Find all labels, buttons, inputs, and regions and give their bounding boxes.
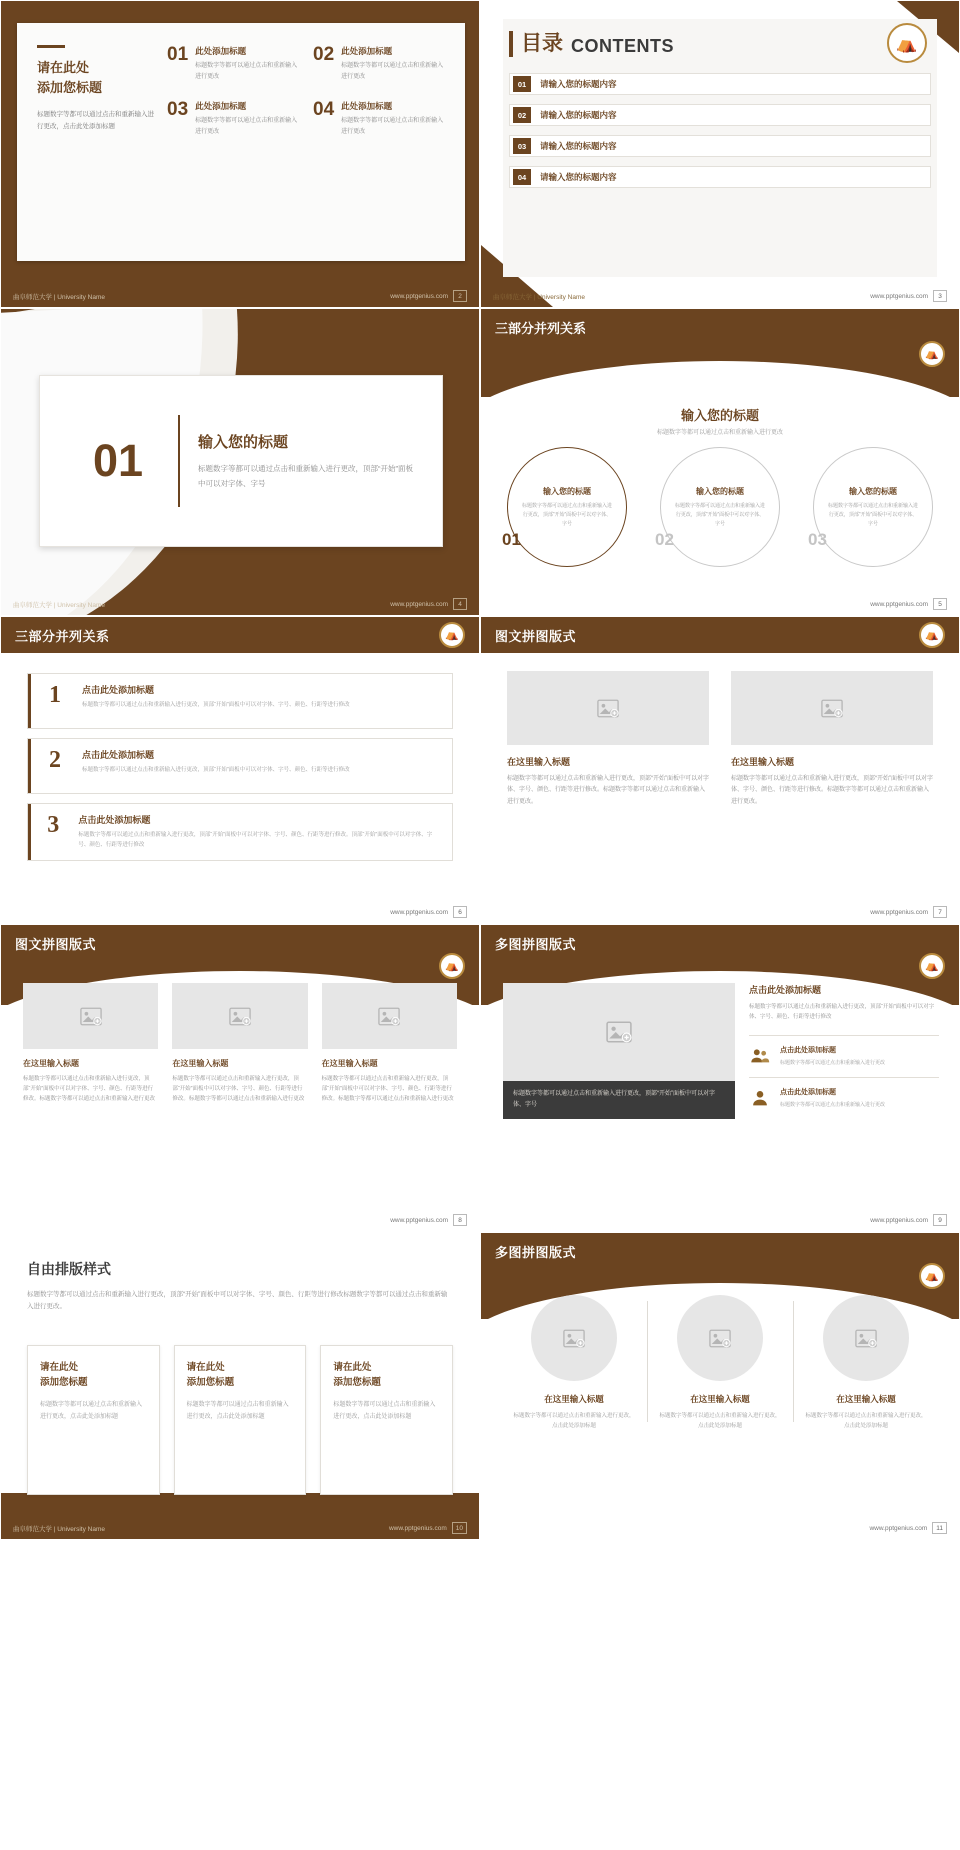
list-item[interactable] [313, 45, 445, 82]
slide-2-heading [37, 58, 157, 97]
column-title: 在这里输入标题 [507, 757, 571, 767]
column [23, 983, 158, 1105]
slide-8[interactable] [0, 924, 480, 1232]
item-title: 此处添加标题 [341, 101, 393, 111]
footer-site: www.pptgenius.com [390, 1216, 448, 1224]
circle-title: 输入您的标题 [696, 486, 744, 496]
slide-footer [481, 1517, 959, 1539]
footer-site: www.pptgenius.com [390, 292, 448, 300]
image-icon [821, 699, 843, 718]
card-title [333, 1360, 440, 1390]
slide-title: 多图拼图版式 [495, 937, 577, 952]
image-icon [80, 1007, 102, 1026]
card-title-line-1: 请在此处 [40, 1362, 79, 1373]
university-seal [919, 1263, 945, 1289]
item-title: 点击此处添加标题 [78, 815, 151, 825]
image-placeholder[interactable] [731, 671, 933, 745]
page-number: 4 [453, 598, 467, 610]
circle-title: 输入您的标题 [543, 486, 591, 496]
footer-site: www.pptgenius.com [870, 292, 928, 300]
item-desc: 标题数字等都可以通过点击和重新输入进行更改 [195, 118, 298, 135]
circle-index: 01 [502, 530, 521, 549]
circle-index: 02 [655, 530, 674, 549]
circle-desc: 标题数字等都可以通过点击和重新输入进行更改，顶部“开始”面板中可以对字体、字号 [675, 502, 766, 527]
item-title: 此处添加标题 [195, 101, 247, 111]
footer-site: www.pptgenius.com [870, 908, 928, 916]
footer-site: www.pptgenius.com [388, 1524, 447, 1532]
column-title: 在这里输入标题 [321, 1059, 378, 1068]
image-placeholder[interactable] [23, 983, 158, 1049]
slide-footer [1, 285, 479, 307]
page-number: 6 [453, 906, 467, 918]
page-number: 3 [933, 290, 947, 302]
slide-5[interactable] [480, 308, 960, 616]
item-desc: 标题数字等都可以通过点击和重新输入进行更改，顶部“开始”面板中可以对字体、字号、颜色、行距等进行修改。顶部“开始”面板中可以对字体、字号、颜色、行距等进行修改 [78, 832, 433, 848]
seal-icon: ⛺ [919, 622, 945, 648]
circle-item[interactable] [808, 447, 933, 567]
item-number: 01 [167, 44, 189, 65]
university-seal [919, 953, 945, 979]
page-number: 2 [453, 290, 467, 302]
footer-university: 曲阜师范大学 | University Name [493, 293, 585, 301]
footer-university: 曲阜师范大学 | University Name [13, 1525, 105, 1533]
slide-2-card [17, 23, 465, 261]
seal-icon: ⛺ [919, 1263, 945, 1289]
column-desc: 标题数字等都可以通过点击和重新输入进行更改，顶部“开始”面板中可以对字体、字号、颜色、行距等进行修改。标题数字等都可以通过点击和重新输入进行更改 [23, 1076, 156, 1103]
slide-footer [1, 593, 479, 615]
item-number: 03 [513, 138, 531, 154]
university-seal [439, 953, 465, 979]
item-title: 点击此处添加标题 [780, 1088, 836, 1096]
section-heading: 输入您的标题 [680, 408, 759, 423]
footer-site: www.pptgenius.com [869, 1524, 928, 1532]
list-item[interactable] [313, 100, 445, 137]
university-seal [919, 341, 945, 367]
column-title: 在这里输入标题 [23, 1059, 79, 1068]
side-content [749, 983, 939, 1119]
seal-icon: ⛺ [439, 622, 465, 648]
page-number: 8 [453, 1214, 467, 1226]
image-text-columns [507, 671, 933, 808]
column [501, 1295, 647, 1432]
column-desc: 标题数字等都可以通过点击和重新输入进行更改，顶部“开始”面板中可以对字体、字号、颜色、行距等进行修改。标题数字等都可以通过点击和重新输入进行更改 [172, 1076, 305, 1103]
circle-desc: 标题数字等都可以通过点击和重新输入进行更改，顶部“开始”面板中可以对字体、字号 [828, 502, 919, 527]
image-icon [597, 699, 619, 718]
section-subheading: 标题数字等都可以通过点击和重新输入进行更改 [656, 430, 783, 436]
seal-icon: ⛺ [439, 953, 465, 979]
card-title-line-2: 添加您标题 [40, 1377, 88, 1389]
slide-title: 图文拼图版式 [495, 629, 577, 644]
footer-site: www.pptgenius.com [870, 1216, 928, 1224]
slide-footer [481, 593, 959, 615]
column-desc: 标题数字等都可以通过点击和重新输入进行更改，顶部“开始”面板中可以对字体、字号、颜色、行距等进行修改。标题数字等都可以通过点击和重新输入进行更改。 [731, 776, 933, 805]
slide-7[interactable] [480, 616, 960, 924]
card-group [27, 1345, 453, 1495]
card-title-line-2: 添加您标题 [186, 1377, 235, 1389]
item-label: 请输入您的标题内容 [540, 79, 617, 89]
slide-title: 三部分并列关系 [495, 321, 587, 336]
column [793, 1295, 939, 1432]
footer-site: www.pptgenius.com [390, 908, 448, 916]
slide-footer [1, 901, 479, 923]
title-en: CONTENTS [571, 36, 674, 56]
image-caption: 标题数字等都可以通过点击和重新输入进行更改，顶部“开始”面板中可以对字体、字号 [503, 1081, 735, 1119]
section-card [39, 375, 443, 547]
footer-site: www.pptgenius.com [870, 600, 928, 608]
slide-3[interactable] [480, 0, 960, 308]
item-title: 点击此处添加标题 [82, 750, 155, 760]
page-number: 11 [932, 1522, 947, 1534]
slide-3-title [509, 27, 674, 57]
image-icon [378, 1007, 400, 1026]
seal-icon: ⛺ [919, 953, 945, 979]
item-title: 点击此处添加标题 [82, 685, 155, 695]
contents-list [509, 73, 931, 197]
item-title: 点击此处添加标题 [780, 1046, 836, 1054]
users-icon [749, 1045, 771, 1067]
image-placeholder[interactable] [531, 1295, 617, 1381]
image-icon [229, 1007, 251, 1026]
slide-footer [481, 285, 959, 307]
column [172, 983, 307, 1105]
university-seal [887, 23, 927, 63]
item-label: 请输入您的标题内容 [540, 141, 617, 151]
slide-title: 多图拼图版式 [495, 1245, 577, 1260]
item-number: 3 [47, 812, 60, 838]
list-item[interactable] [27, 803, 453, 861]
image-icon [563, 1329, 585, 1348]
column-desc: 标题数字等都可以通过点击和重新输入进行更改，点击此处添加标题 [805, 1413, 927, 1430]
image-placeholder[interactable] [677, 1295, 763, 1381]
seal-icon: ⛺ [887, 23, 927, 63]
slide-footer [1, 1517, 479, 1539]
item-number: 04 [313, 99, 335, 120]
page-number: 9 [933, 1214, 947, 1226]
footer-university: 曲阜师范大学 | University Name [13, 601, 105, 609]
page-number: 5 [933, 598, 947, 610]
item-desc: 标题数字等都可以通过点击和重新输入进行更改 [780, 1101, 886, 1108]
slide-6[interactable] [0, 616, 480, 924]
list-item[interactable] [509, 135, 931, 157]
item-title: 此处添加标题 [195, 46, 247, 56]
heading-line-1: 请在此处 [37, 60, 90, 75]
item-label: 请输入您的标题内容 [540, 172, 617, 182]
card[interactable] [320, 1345, 453, 1495]
list-item[interactable] [749, 1077, 939, 1110]
column-title: 在这里输入标题 [690, 1394, 750, 1404]
circle-item[interactable] [655, 447, 780, 567]
item-number: 04 [513, 169, 531, 185]
title-tick [509, 31, 513, 57]
numbered-rows [27, 673, 453, 870]
column [507, 671, 709, 808]
slide-2[interactable] [0, 0, 480, 308]
item-number: 02 [513, 107, 531, 123]
column-desc: 标题数字等都可以通过点击和重新输入进行更改，点击此处添加标题 [659, 1413, 781, 1430]
main-image-block [503, 983, 735, 1119]
section-desc: 标题数字等都可以通过点击和重新输入进行更改，顶部“开始”面板中可以对字体、字号 [198, 464, 413, 488]
title-cn: 目录 [521, 32, 563, 55]
list-item[interactable] [167, 45, 299, 82]
slide-2-items [167, 45, 445, 137]
list-item[interactable] [27, 738, 453, 794]
slide-11[interactable] [480, 1232, 960, 1540]
circle-columns [501, 1295, 939, 1432]
image-placeholder[interactable] [823, 1295, 909, 1381]
card-title-line-2: 添加您标题 [333, 1377, 381, 1389]
list-item[interactable] [509, 73, 931, 95]
slide-footer [481, 901, 959, 923]
seal-icon: ⛺ [919, 341, 945, 367]
image-placeholder[interactable] [322, 983, 457, 1049]
image-text-columns [23, 983, 457, 1105]
card[interactable] [27, 1345, 160, 1495]
item-desc: 标题数字等都可以通过点击和重新输入进行更改，顶部“开始”面板中可以对字体、字号、颜色、行距等进行修改 [82, 767, 350, 773]
card-title-line-1: 请在此处 [333, 1362, 372, 1373]
footer-site: www.pptgenius.com [390, 600, 448, 608]
column-title: 在这里输入标题 [836, 1394, 896, 1404]
divider [178, 415, 180, 507]
circle-item[interactable] [502, 447, 627, 567]
image-placeholder[interactable] [503, 983, 735, 1081]
image-placeholder[interactable] [507, 671, 709, 745]
page-number: 10 [452, 1522, 467, 1534]
user-icon [749, 1087, 771, 1109]
university-seal [439, 622, 465, 648]
circle-group [502, 447, 933, 567]
slide-10[interactable] [0, 1232, 480, 1540]
section-number: 01 [92, 435, 144, 486]
circle-title: 输入您的标题 [849, 486, 897, 496]
slide-title: 图文拼图版式 [15, 937, 97, 952]
slide-title: 自由排版样式 [27, 1261, 111, 1277]
column [647, 1295, 793, 1432]
slide-4[interactable] [0, 308, 480, 616]
column-title: 在这里输入标题 [172, 1059, 229, 1068]
image-icon [606, 1021, 632, 1043]
card-desc: 标题数字等都可以通过点击和重新输入进行更改，点击此处添加标题 [40, 1402, 143, 1421]
list-item[interactable] [27, 673, 453, 729]
item-desc: 标题数字等都可以通过点击和重新输入进行更改 [195, 63, 298, 80]
side-heading: 点击此处添加标题 [749, 985, 822, 995]
side-paragraph: 标题数字等都可以通过点击和重新输入进行更改，顶部“开始”面板中可以对字体、字号、颜色、行距等进行修改 [749, 1004, 935, 1021]
card-desc: 标题数字等都可以通过点击和重新输入进行更改，点击此处添加标题 [186, 1402, 289, 1421]
column [322, 983, 457, 1105]
column-title: 在这里输入标题 [731, 757, 795, 767]
card-title [187, 1360, 294, 1390]
item-number: 01 [513, 76, 531, 92]
heading-line-2: 添加您标题 [37, 79, 103, 95]
circle-desc: 标题数字等都可以通过点击和重新输入进行更改，顶部“开始”面板中可以对字体、字号 [522, 502, 613, 527]
page-number: 7 [933, 906, 947, 918]
slide-2-desc: 标题数字等都可以通过点击和重新输入进行更改，点击此处添加标题 [37, 111, 154, 130]
item-desc: 标题数字等都可以通过点击和重新输入进行更改 [780, 1059, 886, 1066]
item-desc: 标题数字等都可以通过点击和重新输入进行更改 [341, 118, 444, 135]
column-desc: 标题数字等都可以通过点击和重新输入进行更改，顶部“开始”面板中可以对字体、字号、颜色、行距等进行修改。标题数字等都可以通过点击和重新输入进行更改。 [507, 776, 709, 805]
slide-9[interactable] [480, 924, 960, 1232]
card-desc: 标题数字等都可以通过点击和重新输入进行更改，点击此处添加标题 [333, 1402, 436, 1421]
list-item[interactable] [749, 1035, 939, 1068]
item-number: 03 [167, 99, 189, 120]
list-item[interactable] [509, 104, 931, 126]
slide-subtitle: 标题数字等都可以通过点击和重新输入进行更改，顶部“开始”面板中可以对字体、字号、颜色、行距等进行修改标题数字等都可以通过点击和重新输入进行更改。 [27, 1291, 448, 1311]
section-title: 输入您的标题 [198, 434, 289, 452]
card[interactable] [174, 1345, 307, 1495]
footer-university: 曲阜师范大学 | University Name [13, 293, 105, 301]
card-title [40, 1360, 147, 1390]
slide-footer [481, 1209, 959, 1231]
column-desc: 标题数字等都可以通过点击和重新输入进行更改，顶部“开始”面板中可以对字体、字号、颜色、行距等进行修改。标题数字等都可以通过点击和重新输入进行更改 [321, 1076, 454, 1103]
image-placeholder[interactable] [172, 983, 307, 1049]
item-number: 1 [49, 682, 61, 708]
accent-rule [37, 45, 65, 48]
item-title: 此处添加标题 [341, 46, 393, 56]
item-desc: 标题数字等都可以通过点击和重新输入进行更改 [341, 63, 444, 80]
item-number: 2 [49, 747, 61, 773]
slide-title: 三部分并列关系 [15, 629, 110, 644]
card-title-line-1: 请在此处 [186, 1362, 225, 1373]
image-icon [709, 1329, 731, 1348]
list-item[interactable] [509, 166, 931, 188]
column-title: 在这里输入标题 [544, 1394, 604, 1404]
list-item[interactable] [167, 100, 299, 137]
slide-footer [1, 1209, 479, 1231]
item-desc: 标题数字等都可以通过点击和重新输入进行更改，顶部“开始”面板中可以对字体、字号、颜色、行距等进行修改 [82, 702, 350, 708]
circle-index: 03 [808, 530, 827, 549]
column [731, 671, 933, 808]
university-seal [919, 622, 945, 648]
slide-2-left [37, 45, 157, 132]
item-label: 请输入您的标题内容 [540, 110, 617, 120]
item-number: 02 [313, 44, 335, 65]
image-icon [855, 1329, 877, 1348]
column-desc: 标题数字等都可以通过点击和重新输入进行更改，点击此处添加标题 [513, 1413, 635, 1430]
